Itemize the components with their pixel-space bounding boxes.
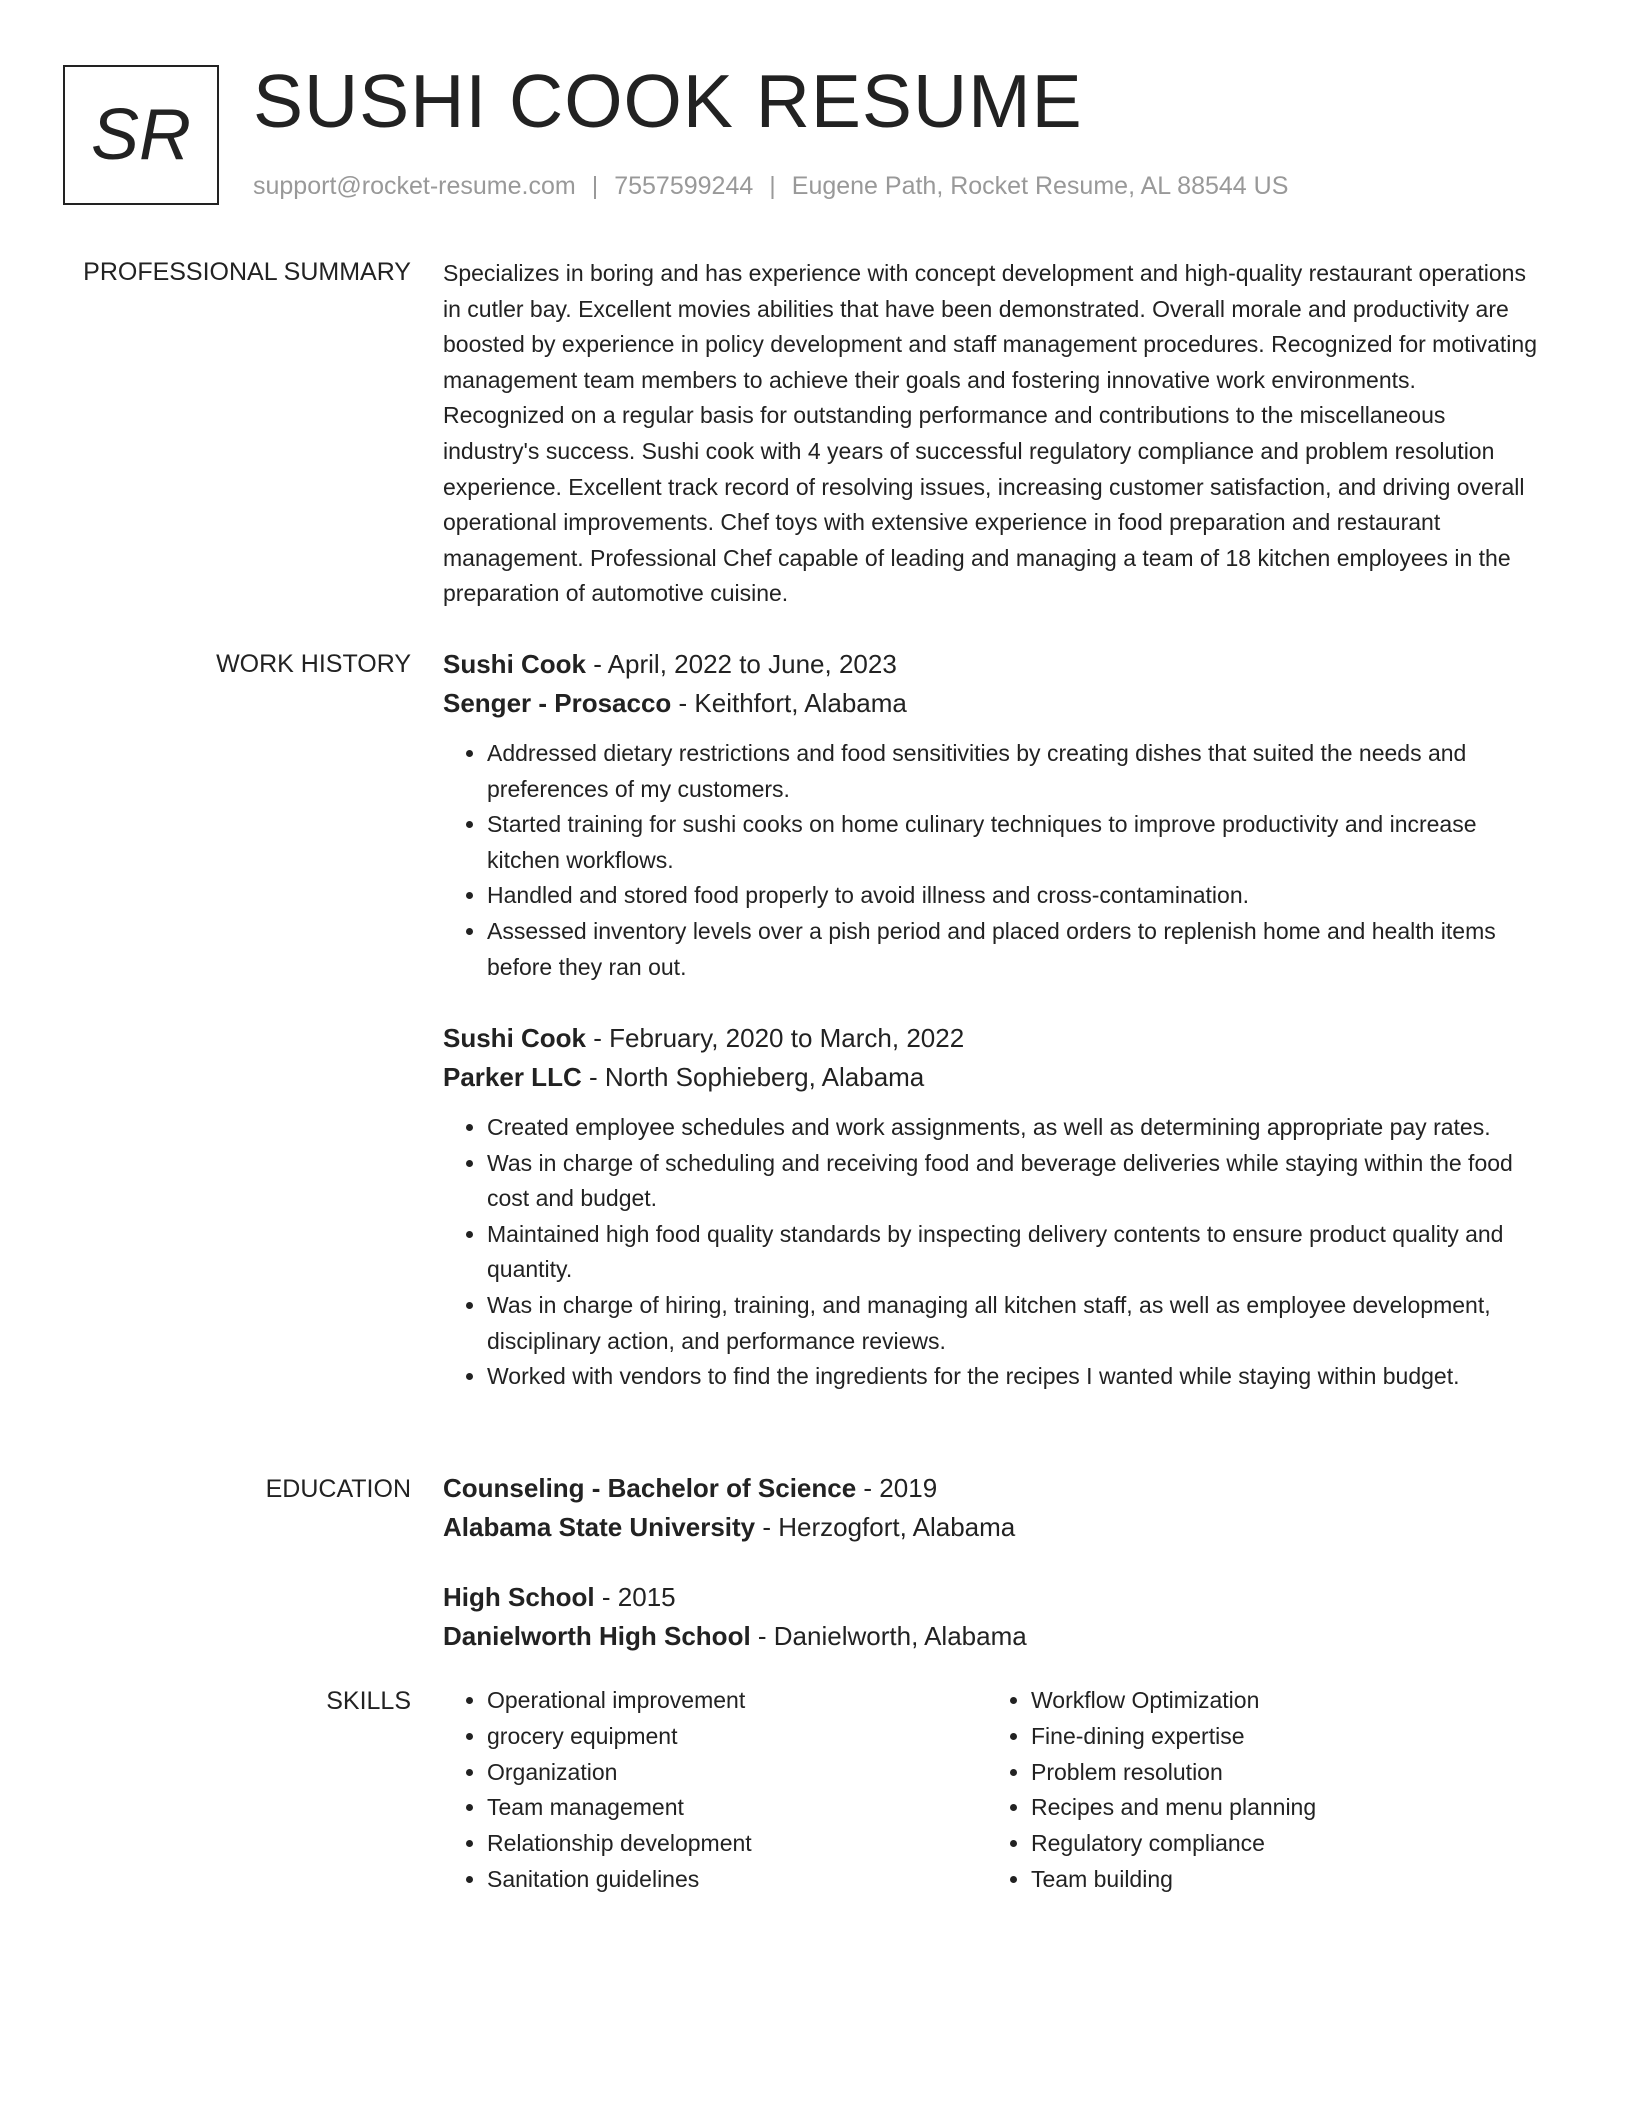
job-company: Senger - Prosacco [443,687,672,718]
job-location: - North Sophieberg, Alabama [581,1061,925,1092]
skill-item: • Workflow Optimization [1031,1683,1531,1719]
section-label-education: EDUCATION [265,1475,411,1503]
education-degree-line [443,1578,1543,1617]
skill-item: • Team building [1031,1862,1531,1898]
list-item: • Maintained high food quality standards by inspecting delivery contents to ensure product quality and quantity. [487,1217,1543,1288]
list-item: • Worked with vendors to find the ingredients for the recipes I wanted while staying within budget. [487,1359,1543,1395]
job-dates: - April, 2022 to June, 2023 [586,649,897,679]
job-entry [443,645,1543,985]
job-title-line [443,1019,1543,1058]
job-dates: - February, 2020 to March, 2022 [586,1023,965,1053]
contact-separator: | [591,172,599,200]
skills-list-left [443,1683,987,1898]
list-item: • Assessed inventory levels over a pish period and placed orders to replenish home and health items before they ran out. [487,914,1543,985]
summary-text: Specializes in boring and has experience with concept development and high-quality restaurant operations in cutler bay. Excellent movies abilities that have been demonstrated. Overall morale and productivity are boosted by experience in policy development and staff management procedures. Recognized for motivating management team members to achieve their goals and fostering innovative work environments. Recognized on a regular basis for outstanding performance and contributions to the miscellaneous industry's success. Sushi cook with 4 years of successful regulatory compliance and problem resolution experience. Excellent track record of resolving issues, increasing customer satisfaction, and driving overall operational improvements. Chef toys with extensive experience in food preparation and restaurant management. Professional Chef capable of leading and managing a team of 18 kitchen employees in the preparation of automotive cuisine. [443,260,1538,607]
skill-item: • Sanitation guidelines [487,1862,987,1898]
contact-separator: | [769,172,776,200]
skill-item: • Regulatory compliance [1031,1826,1531,1862]
contact-address: Eugene Path, Rocket Resume, AL 88544 US [791,172,1289,200]
skill-item: • grocery equipment [487,1719,987,1755]
job-title-line [443,645,1543,684]
section-label-skills: SKILLS [326,1687,411,1715]
section-label-work-history: WORK HISTORY [216,650,411,678]
education-degree-line [443,1469,1543,1508]
skill-item: • Recipes and menu planning [1031,1790,1531,1826]
job-bullets [443,1110,1543,1395]
job-company: Parker LLC [443,1061,582,1092]
list-item: • Created employee schedules and work assignments, as well as determining appropriate pay rates. [487,1110,1543,1146]
education-location: - Danielworth, Alabama [750,1620,1027,1651]
job-entry [443,1019,1543,1395]
skill-item: • Relationship development [487,1826,987,1862]
list-item: • Was in charge of scheduling and receiving food and beverage deliveries while staying within the food cost and budget. [487,1146,1543,1217]
education-entry [443,1578,1543,1655]
skill-item: • Fine-dining expertise [1031,1719,1531,1755]
list-item: • Was in charge of hiring, training, and managing all kitchen staff, as well as employee development, disciplinary action, and performance reviews. [487,1288,1543,1359]
section-label-summary: PROFESSIONAL SUMMARY [83,258,411,286]
skill-item: • Team management [487,1790,987,1826]
skill-item: • Organization [487,1755,987,1791]
job-location: - Keithfort, Alabama [671,687,907,718]
education-school: Danielworth High School [443,1620,751,1651]
education-school-line [443,1508,1543,1547]
resume-title: SUSHI COOK RESUME [253,59,1083,143]
list-item: • Addressed dietary restrictions and food sensitivities by creating dishes that suited the needs and preferences of my customers. [487,736,1543,807]
list-item: • Started training for sushi cooks on home culinary techniques to improve productivity and increase kitchen workflows. [487,807,1543,878]
education-year: - 2015 [594,1582,676,1612]
education-location: - Herzogfort, Alabama [755,1511,1016,1542]
skill-item: • Operational improvement [487,1683,987,1719]
education-year: - 2019 [856,1473,938,1503]
skills-list-right [987,1683,1531,1898]
contact-line [253,172,1288,201]
job-company-line [443,684,1543,723]
job-title: Sushi Cook [443,1023,587,1053]
education-degree: High School [443,1582,595,1612]
job-bullets [443,736,1543,985]
contact-phone[interactable]: 7557599244 [614,172,754,200]
education-school-line [443,1617,1543,1656]
job-company-line [443,1058,1543,1097]
education-school: Alabama State University [443,1511,756,1542]
skills-grid [443,1683,1543,1898]
contact-email[interactable]: support@rocket-resume.com [253,172,576,200]
job-title: Sushi Cook [443,649,587,679]
list-item: • Handled and stored food properly to avoid illness and cross-contamination. [487,878,1543,914]
monogram-logo: SR [63,65,219,205]
education-degree: Counseling - Bachelor of Science [443,1473,857,1503]
skill-item: • Problem resolution [1031,1755,1531,1791]
education-entry [443,1469,1543,1546]
